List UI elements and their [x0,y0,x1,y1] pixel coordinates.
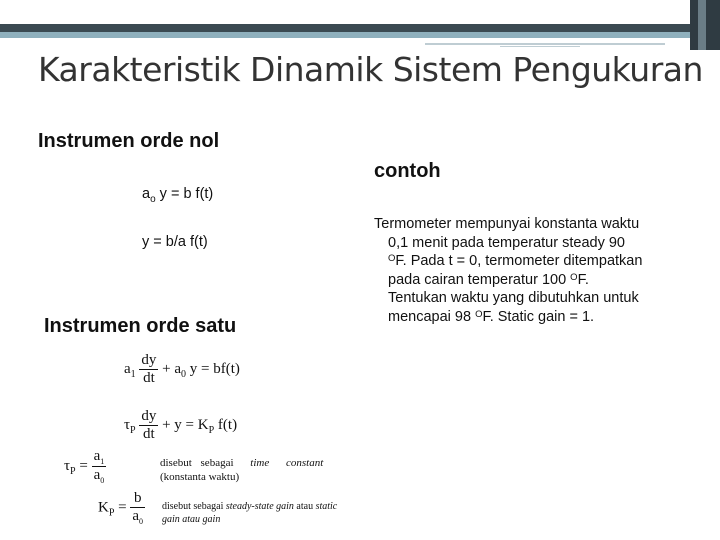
kp-den-sub: 0 [139,517,144,526]
tau-description-2: (konstanta waktu) [160,471,240,483]
header-accent-line-2 [500,46,580,47]
kp-lhs-sub: P [108,507,115,519]
kp-desc-static: static [315,501,338,512]
heading-first-order: Instrumen orde satu [44,315,237,337]
tau-den: a [93,467,101,483]
eq1-derivative [139,352,158,387]
eq2-den: dt [139,425,158,443]
tau-num-sub: 1 [100,457,105,466]
tau-fraction [92,448,107,485]
kp-den: a [132,508,140,524]
kp-desc-atau: atau [296,501,314,512]
kp-fraction [130,490,145,526]
equation-first-order-1 [124,352,240,387]
header-corner-stripe [698,0,706,50]
header-band-blue [0,32,690,38]
tau-den-sub: 0 [100,476,105,485]
tau-description-1 [160,457,323,469]
kp-desc-italic: steady-state gain [225,501,294,512]
example-line-6-post: F. Static gain = 1. [482,308,595,325]
kp-desc-text: disebut sebagai [162,501,224,512]
eq-zero1-a: a [142,186,151,202]
eq2-tau: τ [124,416,131,433]
example-line-4-sup: O [570,271,578,283]
equation-zero-order-2: y = b/a f(t) [142,234,208,250]
eq2-k-sub: P [208,424,215,436]
tau-desc-constant: constant [285,457,324,469]
example-line-6-sup: O [475,308,483,320]
tau-lhs-sub: P [70,465,76,477]
eq2-derivative [139,408,158,443]
eq1-a: a [124,360,131,377]
tau-definition [64,448,106,485]
tau-desc-time: time [250,457,270,469]
example-line-4 [374,271,694,290]
kp-description-2: gain atau gain [162,514,221,525]
example-line-2: 0,1 menit pada temperatur steady 90 [388,234,625,251]
heading-zero-order: Instrumen orde nol [38,130,220,152]
eq-zero1-a-sub: o [150,193,156,205]
eq1-mid-sub: 0 [181,368,187,380]
example-line-6 [374,308,694,327]
eq2-rest: + y = K [158,416,209,433]
example-line-4-post: F. [577,271,589,288]
tau-desc-text: disebut sebagai [160,457,234,469]
eq2-num: dy [141,408,157,424]
kp-definition [98,490,145,526]
tau-lhs: τ [64,457,71,474]
kp-num: b [133,490,142,506]
header-band-dark [0,24,690,32]
tau-num: a [93,448,101,464]
example-line-4-pre: pada cairan temperatur 100 [388,271,571,288]
example-line-1: Termometer mempunyai konstanta waktu [374,216,640,232]
example-line-5: Tentukan waktu yang dibutuhkan untuk [388,290,639,306]
slide-title: Karakteristik Dinamik Sistem Pengukuran [38,50,703,89]
heading-example: contoh [374,160,441,182]
example-line-3 [374,252,694,271]
kp-eq: = [114,499,131,516]
equation-zero-order-1 [142,186,213,205]
tau-eq: = [75,457,92,474]
example-line-6-pre: mencapai 98 [388,308,476,325]
header-accent-line [425,43,665,45]
eq2-tau-sub: P [130,424,136,436]
eq2-rest2: f(t) [214,416,238,433]
eq1-den: dt [139,369,158,387]
eq-zero1-rest: y = b f(t) [155,186,214,202]
header-top [0,0,720,24]
eq1-num: dy [141,352,157,368]
kp-lhs: K [98,499,109,516]
kp-description-1 [162,501,337,512]
eq1-mid: + a [158,360,182,377]
eq1-a-sub: 1 [130,368,136,380]
equation-first-order-2 [124,408,237,443]
example-line-3-sup: O [388,253,396,264]
example-text [374,215,694,326]
eq1-rest: y = bf(t) [186,360,240,377]
example-line-3-post: F. Pada t = 0, termometer ditempatkan [395,253,643,269]
